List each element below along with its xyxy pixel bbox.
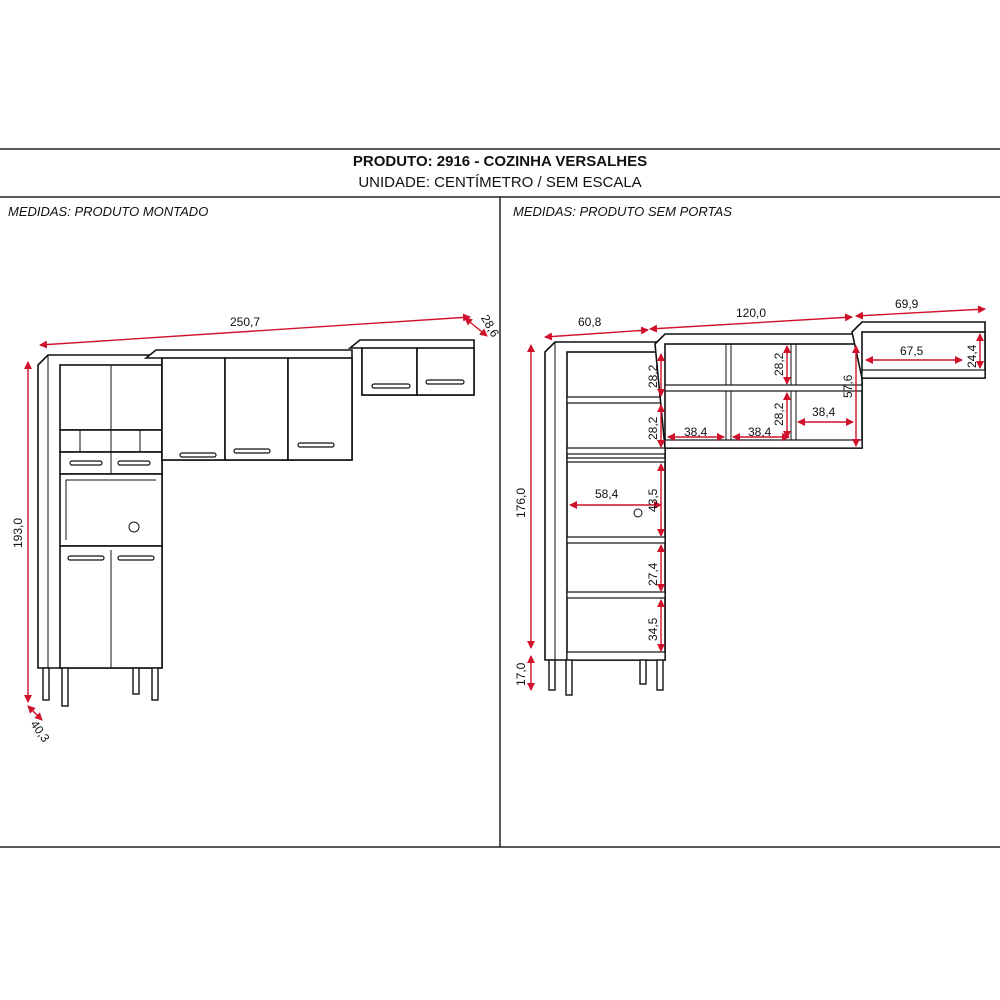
dim-tower-width-line — [545, 330, 648, 337]
dim-mid-shelf-upper: 28,2 — [772, 352, 786, 376]
middle-wall-cabinet — [146, 350, 352, 460]
dim-depth-top: 28,6 — [478, 312, 502, 340]
dim-total-width: 250,7 — [230, 315, 261, 329]
dim-depth-bottom: 40,3 — [27, 717, 53, 745]
product-title: PRODUTO: 2916 - COZINHA VERSALHES — [352, 153, 648, 170]
tower-shelf-5 — [567, 592, 665, 598]
dim-tower-height: 176,0 — [514, 487, 528, 518]
leg-1 — [43, 668, 49, 700]
dim-mid-height: 57,6 — [841, 374, 855, 398]
dim-mid-niche-2: 38,4 — [748, 425, 772, 439]
dim-mid-shelf-lower: 28,2 — [772, 402, 786, 426]
tower-shelf-2 — [567, 448, 665, 454]
dim-tower-shelf-2: 28,2 — [646, 416, 660, 440]
dim-mid-niche-1: 38,4 — [684, 425, 708, 439]
dim-right-width-line — [856, 309, 985, 316]
leg-4 — [152, 668, 158, 700]
dim-tower-lower-1: 27,4 — [646, 562, 660, 586]
dim-tower-shelf-1: 28,2 — [646, 364, 660, 388]
open-tower — [545, 342, 665, 695]
middle-handle-2 — [234, 449, 270, 453]
unit-subtitle: UNIDADE: CENTÍMETRO / SEM ESCALA — [358, 174, 642, 191]
drawer-handle-left — [70, 461, 102, 465]
tower-shelf-1 — [567, 397, 665, 403]
leg-3 — [133, 668, 139, 694]
middle-handle-1 — [180, 453, 216, 457]
dim-tower-opening: 58,4 — [595, 487, 619, 501]
right-handle-2 — [426, 380, 464, 384]
tower-shelf-3 — [567, 458, 665, 462]
dim-tower-width: 60,8 — [578, 315, 602, 329]
left-panel-label: MEDIDAS: PRODUTO MONTADO — [8, 204, 209, 219]
assembled-product — [11, 312, 502, 745]
middle-door-1 — [162, 358, 225, 460]
right-panel-label: MEDIDAS: PRODUTO SEM PORTAS — [513, 204, 732, 219]
right-handle-1 — [372, 384, 410, 388]
open-leg-2 — [566, 660, 572, 695]
product-without-doors — [514, 297, 985, 695]
tower-base — [567, 652, 665, 660]
dim-right-inner-width: 67,5 — [900, 344, 924, 358]
leg-2 — [62, 668, 68, 706]
dim-right-height: 24,4 — [965, 344, 979, 368]
open-leg-1 — [549, 660, 555, 690]
dim-right-width: 69,9 — [895, 297, 919, 311]
bottom-handle-right — [118, 556, 154, 560]
dim-tower-oven: 43,5 — [646, 488, 660, 512]
tower-cabinet — [38, 355, 162, 706]
oven-niche — [60, 474, 162, 546]
middle-base — [665, 440, 862, 448]
tower-shelf-4 — [567, 537, 665, 543]
middle-shelf — [665, 385, 862, 391]
right-door-2 — [417, 348, 474, 395]
open-right-base — [862, 370, 985, 378]
middle-door-2 — [225, 358, 288, 460]
dim-tower-lower-2: 34,5 — [646, 617, 660, 641]
dim-mid-niche-3: 38,4 — [812, 405, 836, 419]
middle-handle-3 — [298, 443, 334, 447]
dim-leg-height: 17,0 — [514, 662, 528, 686]
open-leg-3 — [640, 660, 646, 684]
dim-height: 193,0 — [11, 517, 25, 548]
dim-middle-width: 120,0 — [736, 306, 767, 320]
bottom-handle-left — [68, 556, 104, 560]
open-leg-4 — [657, 660, 663, 690]
drawer-handle-right — [118, 461, 150, 465]
right-wall-cabinet — [350, 340, 474, 395]
